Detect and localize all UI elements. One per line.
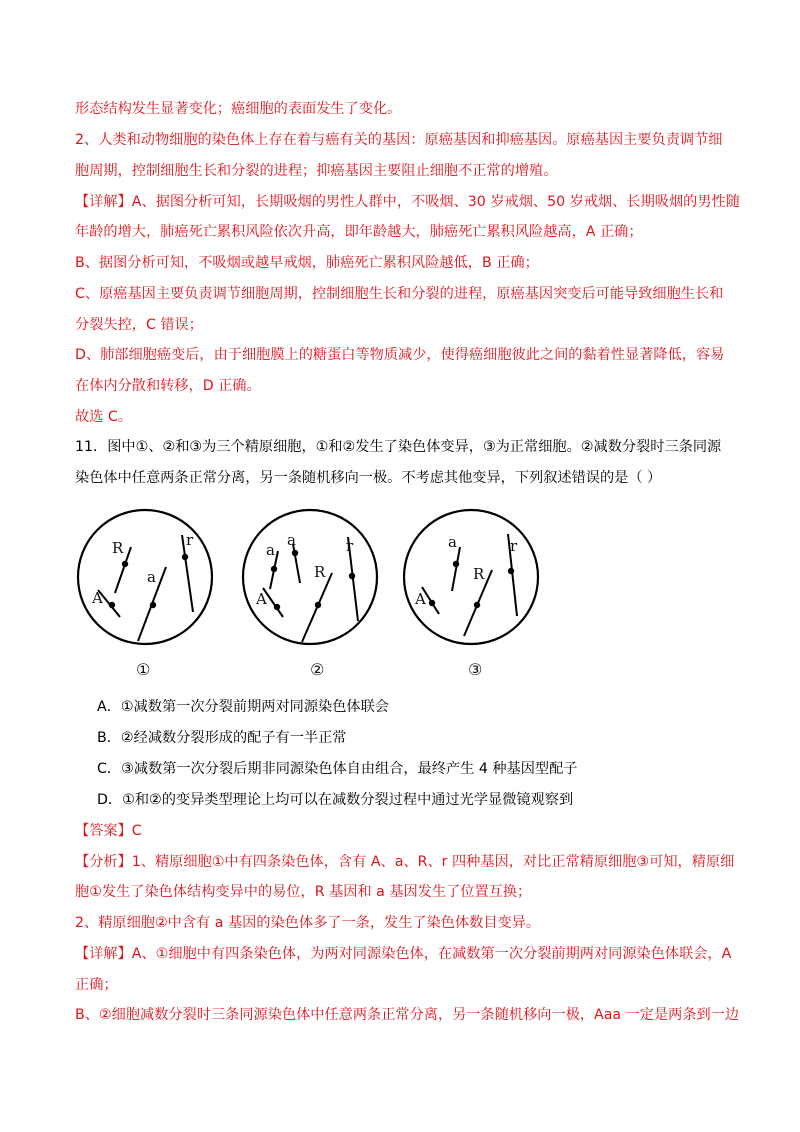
- analysis-line: 2、精原细胞②中含有 a 基因的染色体多了一条，发生了染色体数目变异。: [75, 915, 541, 931]
- text-line: 形态结构发生显著变化；癌细胞的表面发生了变化。: [75, 101, 402, 117]
- cell-number-label: ②: [310, 660, 325, 679]
- option-d: D．①和②的变异类型理论上均可以在减数分裂过程中通过光学显微镜观察到: [97, 792, 574, 808]
- detail-line: 【详解】A、①细胞中有四条染色体，为两对同源染色体，在减数第一次分裂前期两对同源染色体联会，A: [75, 946, 732, 962]
- gene-label: a: [147, 568, 156, 586]
- cell-3: [404, 510, 538, 679]
- option-a: A．①减数第一次分裂前期两对同源染色体联会: [97, 699, 389, 715]
- text-line: 在体内分散和转移，D 正确。: [75, 378, 261, 394]
- gene-label: a: [266, 541, 275, 559]
- answer-line: 【答案】C: [75, 823, 142, 839]
- detail-line: 正确；: [75, 977, 118, 993]
- gene-label: r: [510, 537, 518, 555]
- question-stem: 11．图中①、②和③为三个精原细胞，①和②发生了染色体变异，③为正常细胞。②减数分裂时三条同源: [75, 439, 722, 455]
- cell-number-label: ①: [136, 660, 151, 679]
- analysis-line: 胞①发生了染色体结构变异中的易位，R 基因和 a 基因发生了位置互换；: [75, 884, 532, 900]
- text-line: 分裂失控，C 错误；: [75, 317, 203, 333]
- gene-label: r: [346, 537, 354, 555]
- gene-label: R: [112, 539, 124, 557]
- gene-label: a: [448, 533, 457, 551]
- gene-label: A: [92, 589, 103, 607]
- text-line: 年龄的增大，肺癌死亡累积风险依次升高，即年龄越大，肺癌死亡累积风险越高，A 正确；: [75, 224, 643, 240]
- text-line: 胞周期，控制细胞生长和分裂的进程；抑癌基因主要阻止细胞不正常的增殖。: [75, 163, 558, 179]
- cell-1: [78, 510, 212, 679]
- analysis-line: 【分析】1、精原细胞①中有四条染色体，含有 A、a、R、r 四种基因，对比正常精原细胞③可知，精原细: [75, 854, 735, 870]
- text-line: 2、人类和动物细胞的染色体上存在着与癌有关的基因：原癌基因和抑癌基因。原癌基因主要负责调节细: [75, 132, 723, 148]
- cell-2: [243, 510, 377, 679]
- text-line: 故选 C。: [75, 409, 132, 425]
- cell-figure: [70, 505, 570, 685]
- gene-label: A: [256, 590, 267, 608]
- option-b: B．②经减数分裂形成的配子有一半正常: [97, 730, 347, 746]
- text-line: D、肺部细胞癌变后，由于细胞膜上的糖蛋白等物质减少，使得癌细胞彼此之间的黏着性显著降低，容易: [75, 347, 725, 363]
- text-line: 【详解】A、据图分析可知，长期吸烟的男性人群中，不吸烟、30 岁戒烟、50 岁戒烟、长期吸烟的男性随: [75, 194, 740, 210]
- gene-label: R: [473, 565, 485, 583]
- text-line: B、据图分析可知，不吸烟或越早戒烟，肺癌死亡累积风险越低，B 正确；: [75, 255, 539, 271]
- gene-label: r: [186, 531, 194, 549]
- detail-line: B、②细胞减数分裂时三条同源染色体中任意两条正常分离，另一条随机移向一极，Aaa 一定是两条到一边: [75, 1007, 740, 1023]
- cell-number-label: ③: [468, 660, 483, 679]
- option-c: C．③减数第一次分裂后期非同源染色体自由组合，最终产生 4 种基因型配子: [97, 761, 578, 777]
- gene-label: R: [314, 563, 326, 581]
- gene-label: A: [415, 590, 426, 608]
- question-stem: 染色体中任意两条正常分离，另一条随机移向一极。不考虑其他变异，下列叙述错误的是（ ）: [75, 470, 662, 486]
- text-line: C、原癌基因主要负责调节细胞周期，控制细胞生长和分裂的进程，原癌基因突变后可能导致细胞生长和: [75, 286, 724, 302]
- gene-label: a: [287, 531, 296, 549]
